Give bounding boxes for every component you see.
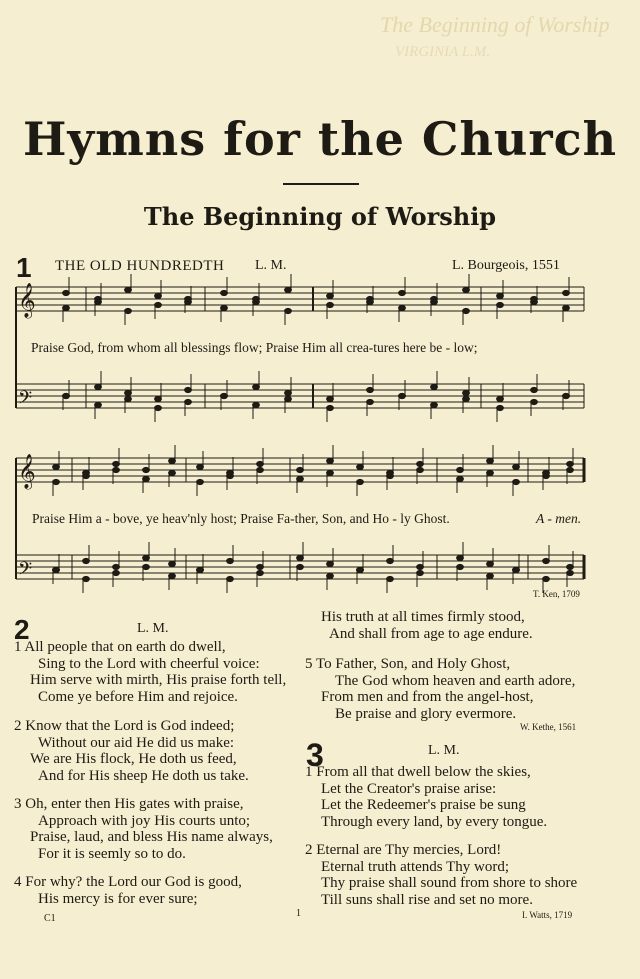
note-head xyxy=(185,296,192,301)
note-head xyxy=(257,570,264,575)
note-head xyxy=(113,467,120,472)
note-head xyxy=(497,405,504,410)
note-head xyxy=(227,576,234,581)
hymn-stanza-continued xyxy=(305,609,533,642)
note-head xyxy=(113,461,120,466)
note-head xyxy=(431,402,438,407)
signature-mark: C1 xyxy=(44,913,56,924)
note-head xyxy=(387,473,394,478)
note-head xyxy=(257,467,264,472)
hymn-lyric-line: Praise Him a - bove, ye heav'nly host; Praise Fa-ther, Son, and Ho - ly Ghost. xyxy=(32,511,450,526)
verse-line: 3 Oh, enter then His gates with praise, xyxy=(14,796,244,812)
note-head xyxy=(431,384,438,389)
note-head xyxy=(457,476,464,481)
note-head xyxy=(197,567,204,572)
note-head xyxy=(253,402,260,407)
note-head xyxy=(285,396,292,401)
note-head xyxy=(227,558,234,563)
note-head xyxy=(367,387,374,392)
note-head xyxy=(169,470,176,475)
verse-line: Him serve with mirth, His praise forth tell, xyxy=(30,672,287,688)
note-head xyxy=(185,399,192,404)
note-head xyxy=(367,296,374,301)
note-head xyxy=(285,390,292,395)
page-title: Hymns for the Church xyxy=(22,112,618,166)
hymn-stanza xyxy=(14,796,273,862)
note-head xyxy=(463,308,470,313)
note-head xyxy=(513,464,520,469)
note-head xyxy=(113,570,120,575)
note-head xyxy=(463,287,470,292)
note-head xyxy=(169,573,176,578)
tune-name: THE OLD HUNDREDTH xyxy=(55,258,225,274)
verse-line: Let the Creator's praise arise: xyxy=(321,780,497,797)
note-head xyxy=(487,573,494,578)
verse-line: His truth at all times firmly stood, xyxy=(321,609,525,625)
verse-line: Till suns shall rise and set no more. xyxy=(321,891,533,908)
note-head xyxy=(567,570,574,575)
page-number: 1 xyxy=(296,908,301,919)
verse-line: Be praise and glory evermore. xyxy=(335,705,517,722)
bleed-through-text: VIRGINIA L.M. xyxy=(395,44,491,60)
note-head xyxy=(543,473,550,478)
note-head xyxy=(169,458,176,463)
note-head xyxy=(399,305,406,310)
note-head xyxy=(253,384,260,389)
note-head xyxy=(297,564,304,569)
note-head xyxy=(327,470,334,475)
note-head xyxy=(487,470,494,475)
note-head xyxy=(297,476,304,481)
note-head xyxy=(327,302,334,307)
note-head xyxy=(185,387,192,392)
treble-clef-icon: 𝄞 xyxy=(18,454,36,489)
verse-line: And shall from age to age endure. xyxy=(329,625,533,642)
note-head xyxy=(83,576,90,581)
note-head xyxy=(531,387,538,392)
note-head xyxy=(63,305,70,310)
hymn-number: 3 xyxy=(306,737,324,773)
note-head xyxy=(197,464,204,469)
note-head xyxy=(327,293,334,298)
verse-line: Through every land, by every tongue. xyxy=(321,813,548,830)
note-head xyxy=(327,458,334,463)
note-head xyxy=(531,296,538,301)
note-head xyxy=(221,393,228,398)
note-head xyxy=(463,390,470,395)
amen-lyric: A - men. xyxy=(536,511,582,526)
note-head xyxy=(125,390,132,395)
note-head xyxy=(285,287,292,292)
note-head xyxy=(95,402,102,407)
composer-credit: L. Bourgeois, 1551 xyxy=(452,258,560,273)
bass-clef-icon: 𝄢 xyxy=(18,559,33,584)
note-head xyxy=(197,479,204,484)
note-head xyxy=(399,290,406,295)
note-head xyxy=(327,561,334,566)
hymn-stanza xyxy=(305,656,575,722)
note-head xyxy=(327,405,334,410)
note-head xyxy=(417,461,424,466)
author-credit: T. Ken, 1709 xyxy=(533,589,580,599)
note-head xyxy=(563,393,570,398)
note-head xyxy=(463,396,470,401)
note-head xyxy=(113,564,120,569)
verse-line: 2 Eternal are Thy mercies, Lord! xyxy=(305,842,502,858)
note-head xyxy=(563,305,570,310)
note-head xyxy=(513,479,520,484)
verse-line: The God whom heaven and earth adore, xyxy=(335,672,576,689)
note-head xyxy=(357,479,364,484)
note-head xyxy=(83,473,90,478)
verse-line: 1 From all that dwell below the skies, xyxy=(305,764,531,780)
note-head xyxy=(143,555,150,560)
bass-clef-icon: 𝄢 xyxy=(18,388,33,413)
verse-line: Without our aid He did us make: xyxy=(38,734,235,751)
note-head xyxy=(487,458,494,463)
verse-line: And for His sheep He doth us take. xyxy=(38,767,249,784)
note-head xyxy=(253,299,260,304)
hymn-stanza xyxy=(305,842,577,908)
note-head xyxy=(399,393,406,398)
note-head xyxy=(63,290,70,295)
note-head xyxy=(327,573,334,578)
hymn-number: 1 xyxy=(16,252,32,283)
note-head xyxy=(387,576,394,581)
note-head xyxy=(125,308,132,313)
note-head xyxy=(95,384,102,389)
note-head xyxy=(513,567,520,572)
note-head xyxy=(567,467,574,472)
hymn-meter: L. M. xyxy=(255,258,287,273)
verse-line: Approach with joy His courts unto; xyxy=(38,812,251,829)
hymn-stanza xyxy=(14,639,286,705)
note-head xyxy=(95,299,102,304)
note-head xyxy=(297,467,304,472)
note-head xyxy=(125,396,132,401)
note-head xyxy=(53,567,60,572)
note-head xyxy=(531,399,538,404)
author-credit: W. Kethe, 1561 xyxy=(520,722,577,732)
note-head xyxy=(83,558,90,563)
note-head xyxy=(367,399,374,404)
note-head xyxy=(497,293,504,298)
note-head xyxy=(457,555,464,560)
verse-line: For it is seemly so to do. xyxy=(38,845,186,862)
note-head xyxy=(567,564,574,569)
bleed-through-text: The Beginning of Worship xyxy=(380,12,610,37)
verse-line: We are His flock, He doth us feed, xyxy=(30,751,237,767)
note-head xyxy=(285,308,292,313)
note-head xyxy=(257,564,264,569)
note-head xyxy=(417,570,424,575)
note-head xyxy=(327,396,334,401)
note-head xyxy=(53,464,60,469)
note-head xyxy=(567,461,574,466)
hymn-stanza xyxy=(305,764,547,830)
hymn-number: 2 xyxy=(14,614,30,645)
note-head xyxy=(143,467,150,472)
note-head xyxy=(431,299,438,304)
hymn-stanza xyxy=(14,874,242,907)
note-head xyxy=(155,405,162,410)
note-head xyxy=(221,290,228,295)
section-title: The Beginning of Worship xyxy=(143,202,497,231)
note-head xyxy=(457,467,464,472)
note-head xyxy=(221,305,228,310)
note-head xyxy=(125,287,132,292)
note-head xyxy=(543,558,550,563)
verse-line: Let the Redeemer's praise be sung xyxy=(321,797,526,813)
note-head xyxy=(497,302,504,307)
verse-line: His mercy is for ever sure; xyxy=(38,890,198,907)
note-head xyxy=(387,558,394,563)
verse-line: 4 For why? the Lord our God is good, xyxy=(14,874,242,890)
hymn-meter: L. M. xyxy=(428,743,460,758)
note-head xyxy=(143,564,150,569)
note-head xyxy=(417,564,424,569)
verse-line: Praise, laud, and bless His name always, xyxy=(30,829,273,845)
note-head xyxy=(169,561,176,566)
note-head xyxy=(155,396,162,401)
treble-clef-icon: 𝄞 xyxy=(18,283,36,318)
verse-line: 1 All people that on earth do dwell, xyxy=(14,639,226,655)
verse-line: Thy praise shall sound from shore to shore xyxy=(321,875,578,891)
note-head xyxy=(53,479,60,484)
note-head xyxy=(417,467,424,472)
hymn-meter: L. M. xyxy=(137,621,169,636)
note-head xyxy=(227,473,234,478)
hymn-lyric-line: Praise God, from whom all blessings flow; Praise Him all crea-tures here be - low; xyxy=(31,340,478,355)
verse-line: Sing to the Lord with cheerful voice: xyxy=(38,655,260,672)
note-head xyxy=(487,561,494,566)
note-head xyxy=(563,290,570,295)
note-head xyxy=(457,564,464,569)
note-head xyxy=(63,393,70,398)
author-credit: I. Watts, 1719 xyxy=(522,910,573,920)
verse-line: Eternal truth attends Thy word; xyxy=(321,858,510,875)
note-head xyxy=(357,464,364,469)
verse-line: 5 To Father, Son, and Holy Ghost, xyxy=(305,656,511,672)
note-head xyxy=(357,567,364,572)
verse-line: 2 Know that the Lord is God indeed; xyxy=(14,718,235,734)
hymn-stanza xyxy=(14,718,249,784)
note-head xyxy=(155,302,162,307)
note-head xyxy=(143,476,150,481)
note-head xyxy=(155,293,162,298)
verse-line: Come ye before Him and rejoice. xyxy=(38,688,238,705)
verse-line: From men and from the angel-host, xyxy=(321,689,534,705)
note-head xyxy=(257,461,264,466)
note-head xyxy=(497,396,504,401)
note-head xyxy=(543,576,550,581)
note-head xyxy=(297,555,304,560)
